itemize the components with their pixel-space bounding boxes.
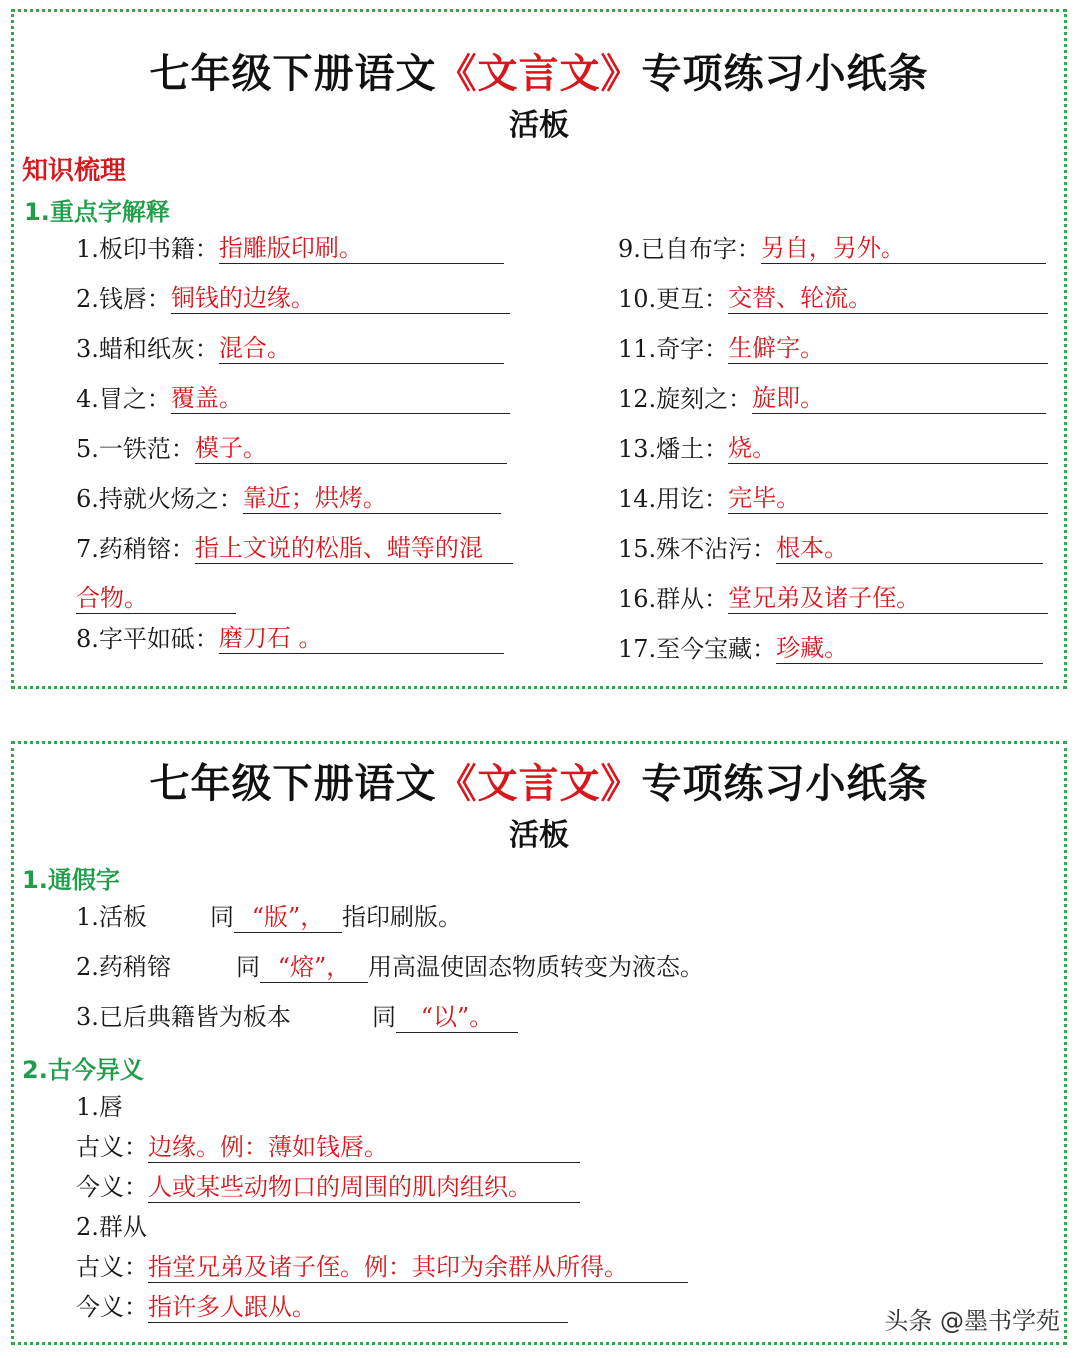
tongjia-answer: “版”， bbox=[234, 902, 342, 933]
answer-line bbox=[195, 433, 507, 464]
tongjia-same-label: 同 bbox=[236, 953, 260, 981]
tongjia-explanation: 指印刷版。 bbox=[342, 903, 462, 931]
source-watermark: 头条 @墨书学苑 bbox=[884, 1307, 1060, 1335]
answer-line bbox=[776, 633, 1043, 664]
vocab-answer: 生僻字。 bbox=[728, 334, 825, 362]
vocab-item bbox=[76, 623, 504, 654]
vocab-question: 13.燔土： bbox=[618, 435, 729, 463]
vocab-answer: 靠近；烘烤。 bbox=[242, 484, 387, 512]
section-heading-tongjia: 1.通假字 bbox=[22, 866, 120, 894]
gujin-word: 2.群从 bbox=[76, 1213, 147, 1241]
vocab-answer: 珍藏。 bbox=[776, 634, 849, 662]
answer-line bbox=[752, 383, 1046, 414]
gujin-modern bbox=[76, 1172, 580, 1203]
card-title bbox=[14, 752, 1064, 809]
vocab-item bbox=[618, 533, 1043, 564]
modern-label: 今义： bbox=[76, 1293, 148, 1321]
vocab-question: 2.钱唇： bbox=[76, 285, 171, 313]
vocab-question: 7.药稍镕： bbox=[76, 535, 195, 563]
vocab-question: 16.群从： bbox=[618, 585, 729, 613]
vocab-answer: 交替、轮流。 bbox=[728, 284, 873, 312]
answer-line bbox=[761, 233, 1046, 264]
tongjia-word: 1.活板 bbox=[76, 903, 147, 931]
answer-line bbox=[728, 283, 1048, 314]
vocab-answer: 旋即。 bbox=[752, 384, 825, 412]
ancient-meaning: 边缘。例：薄如钱唇。 bbox=[148, 1132, 580, 1163]
vocab-question: 8.字平如砥： bbox=[76, 625, 219, 653]
vocab-item bbox=[76, 283, 510, 314]
vocab-answer: 完毕。 bbox=[728, 484, 801, 512]
section-heading-gujin: 2.古今异义 bbox=[22, 1056, 144, 1084]
vocab-item-continued bbox=[76, 583, 236, 614]
vocab-question: 4.冒之： bbox=[76, 385, 171, 413]
vocab-question: 5.一铁范： bbox=[76, 435, 195, 463]
vocab-item bbox=[618, 333, 1048, 364]
ancient-meaning: 指堂兄弟及诸子侄。例：其印为余群从所得。 bbox=[148, 1252, 688, 1283]
vocab-item bbox=[618, 383, 1046, 414]
gujin-word: 1.唇 bbox=[76, 1093, 123, 1121]
vocab-question: 12.旋刻之： bbox=[618, 385, 753, 413]
vocab-question: 15.殊不沾污： bbox=[618, 535, 777, 563]
card-title bbox=[14, 42, 1064, 99]
vocab-answer: 烧。 bbox=[728, 434, 777, 462]
modern-label: 今义： bbox=[76, 1173, 148, 1201]
vocab-item bbox=[76, 233, 504, 264]
answer-line bbox=[728, 333, 1048, 364]
tongjia-word: 3.已后典籍皆为板本 bbox=[76, 1003, 291, 1031]
gujin-ancient bbox=[76, 1132, 580, 1163]
vocab-answer: 磨刀石 。 bbox=[218, 624, 323, 652]
vocab-answer: 指上文说的松脂、蜡等的混 bbox=[194, 534, 483, 562]
card-subtitle: 活板 bbox=[509, 818, 569, 853]
vocab-answer: 指雕版印刷。 bbox=[218, 234, 363, 262]
vocab-answer: 堂兄弟及诸子侄。 bbox=[728, 584, 921, 612]
answer-line bbox=[195, 533, 513, 564]
tongjia-answer: “熔”， bbox=[260, 952, 368, 983]
tongjia-answer: “以”。 bbox=[396, 1002, 518, 1033]
vocab-item bbox=[618, 633, 1043, 664]
vocab-item bbox=[618, 233, 1046, 264]
tongjia-explanation: 用高温使固态物质转变为液态。 bbox=[368, 953, 704, 981]
vocab-answer: 混合。 bbox=[218, 334, 291, 362]
vocab-question: 11.奇字： bbox=[618, 335, 729, 363]
vocab-answer: 模子。 bbox=[194, 434, 267, 462]
vocab-answer: 铜钱的边缘。 bbox=[170, 284, 315, 312]
vocab-answer: 合物。 bbox=[76, 584, 148, 612]
answer-line bbox=[76, 583, 236, 614]
section-heading-keywords: 1.重点字解释 bbox=[24, 198, 170, 226]
ancient-label: 古义： bbox=[76, 1253, 148, 1281]
tongjia-item bbox=[76, 1002, 518, 1033]
tongjia-same-label: 同 bbox=[372, 1003, 396, 1031]
tongjia-same-label: 同 bbox=[210, 903, 234, 931]
answer-line bbox=[776, 533, 1043, 564]
vocab-answer: 另自，另外。 bbox=[760, 234, 905, 262]
answer-line bbox=[728, 583, 1048, 614]
title-highlight: 《文言文》 bbox=[436, 761, 642, 807]
vocab-item bbox=[76, 533, 513, 564]
card-subtitle: 活板 bbox=[509, 108, 569, 143]
gujin-ancient bbox=[76, 1252, 688, 1283]
vocab-question: 17.至今宝藏： bbox=[618, 635, 777, 663]
title-suffix: 专项练习小纸条 bbox=[641, 761, 929, 807]
gujin-modern bbox=[76, 1292, 568, 1323]
answer-line bbox=[171, 383, 510, 414]
tongjia-item bbox=[76, 902, 462, 933]
section-heading-main: 知识梳理 bbox=[22, 156, 127, 186]
title-highlight: 《文言文》 bbox=[436, 51, 642, 97]
vocab-question: 10.更互： bbox=[618, 285, 729, 313]
vocab-question: 3.蜡和纸灰： bbox=[76, 335, 219, 363]
vocab-question: 6.持就火炀之： bbox=[76, 485, 243, 513]
vocab-item bbox=[618, 483, 1048, 514]
vocab-question: 14.用讫： bbox=[618, 485, 729, 513]
vocab-question: 9.已自布字： bbox=[618, 235, 761, 263]
answer-line bbox=[171, 283, 510, 314]
title-suffix: 专项练习小纸条 bbox=[641, 51, 929, 97]
modern-meaning: 指许多人跟从。 bbox=[148, 1292, 568, 1323]
tongjia-word: 2.药稍镕 bbox=[76, 953, 171, 981]
answer-line bbox=[219, 333, 504, 364]
vocab-item bbox=[618, 583, 1048, 614]
vocab-item bbox=[618, 433, 1048, 464]
vocab-item bbox=[76, 333, 504, 364]
answer-line bbox=[728, 433, 1048, 464]
answer-line bbox=[219, 623, 504, 654]
answer-line bbox=[243, 483, 501, 514]
title-prefix: 七年级下册语文 bbox=[149, 51, 437, 97]
title-prefix: 七年级下册语文 bbox=[149, 761, 437, 807]
answer-line bbox=[728, 483, 1048, 514]
modern-meaning: 人或某些动物口的周围的肌肉组织。 bbox=[148, 1172, 580, 1203]
vocab-answer: 根本。 bbox=[776, 534, 849, 562]
vocab-answer: 覆盖。 bbox=[170, 384, 243, 412]
practice-card-grammar bbox=[11, 741, 1067, 1345]
vocab-item bbox=[76, 383, 510, 414]
ancient-label: 古义： bbox=[76, 1133, 148, 1161]
vocab-item bbox=[76, 483, 501, 514]
vocab-question: 1.板印书籍： bbox=[76, 235, 219, 263]
practice-card-vocabulary bbox=[11, 9, 1067, 689]
vocab-item bbox=[618, 283, 1048, 314]
tongjia-item bbox=[76, 952, 704, 983]
vocab-item bbox=[76, 433, 507, 464]
answer-line bbox=[219, 233, 504, 264]
